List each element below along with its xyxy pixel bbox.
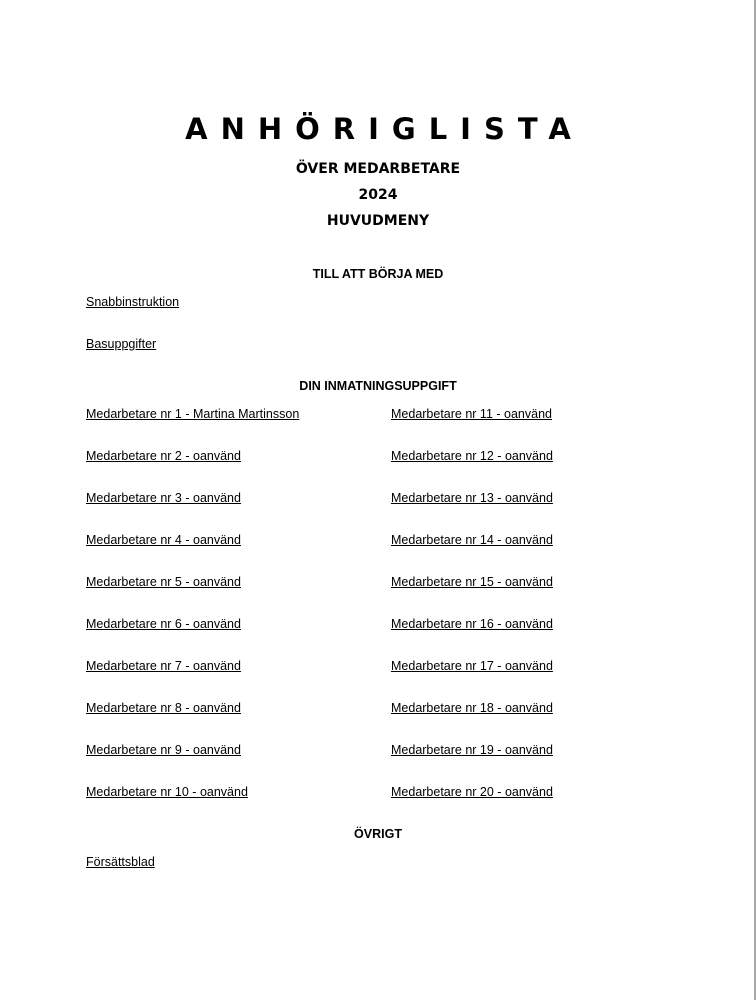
link-employee-2[interactable]: Medarbetare nr 2 - oanvänd (86, 449, 241, 463)
link-employee-10[interactable]: Medarbetare nr 10 - oanvänd (86, 785, 248, 799)
link-employee-14[interactable]: Medarbetare nr 14 - oanvänd (391, 533, 553, 547)
link-employee-12[interactable]: Medarbetare nr 12 - oanvänd (391, 449, 553, 463)
link-employee-13[interactable]: Medarbetare nr 13 - oanvänd (391, 491, 553, 505)
link-employee-15[interactable]: Medarbetare nr 15 - oanvänd (391, 575, 553, 589)
link-employee-11[interactable]: Medarbetare nr 11 - oanvänd (391, 407, 552, 421)
link-employee-5[interactable]: Medarbetare nr 5 - oanvänd (86, 575, 241, 589)
link-basuppgifter[interactable]: Basuppgifter (86, 337, 157, 351)
document-year: 2024 (358, 187, 398, 203)
link-employee-8[interactable]: Medarbetare nr 8 - oanvänd (86, 701, 241, 715)
menu-title: HUVUDMENY (326, 213, 430, 229)
section-heading-other: ÖVRIGT (354, 827, 402, 841)
link-employee-9[interactable]: Medarbetare nr 9 - oanvänd (86, 743, 241, 757)
link-employee-16[interactable]: Medarbetare nr 16 - oanvänd (391, 617, 553, 631)
link-employee-1[interactable]: Medarbetare nr 1 - Martina Martinsson (86, 407, 300, 421)
link-employee-19[interactable]: Medarbetare nr 19 - oanvänd (391, 743, 553, 757)
link-employee-18[interactable]: Medarbetare nr 18 - oanvänd (391, 701, 553, 715)
document-title: ANHÖRIGLISTA (185, 112, 584, 146)
link-employee-4[interactable]: Medarbetare nr 4 - oanvänd (86, 533, 241, 547)
link-snabbinstruktion[interactable]: Snabbinstruktion (86, 295, 180, 309)
section-heading-input: DIN INMATNINGSUPPGIFT (299, 379, 457, 393)
section-heading-start: TILL ATT BÖRJA MED (312, 267, 444, 281)
link-employee-6[interactable]: Medarbetare nr 6 - oanvänd (86, 617, 241, 631)
link-employee-7[interactable]: Medarbetare nr 7 - oanvänd (86, 659, 241, 673)
link-forsattsblad[interactable]: Försättsblad (86, 855, 155, 869)
link-employee-3[interactable]: Medarbetare nr 3 - oanvänd (86, 491, 241, 505)
link-employee-20[interactable]: Medarbetare nr 20 - oanvänd (391, 785, 553, 799)
document-subtitle: ÖVER MEDARBETARE (295, 161, 461, 177)
link-employee-17[interactable]: Medarbetare nr 17 - oanvänd (391, 659, 553, 673)
